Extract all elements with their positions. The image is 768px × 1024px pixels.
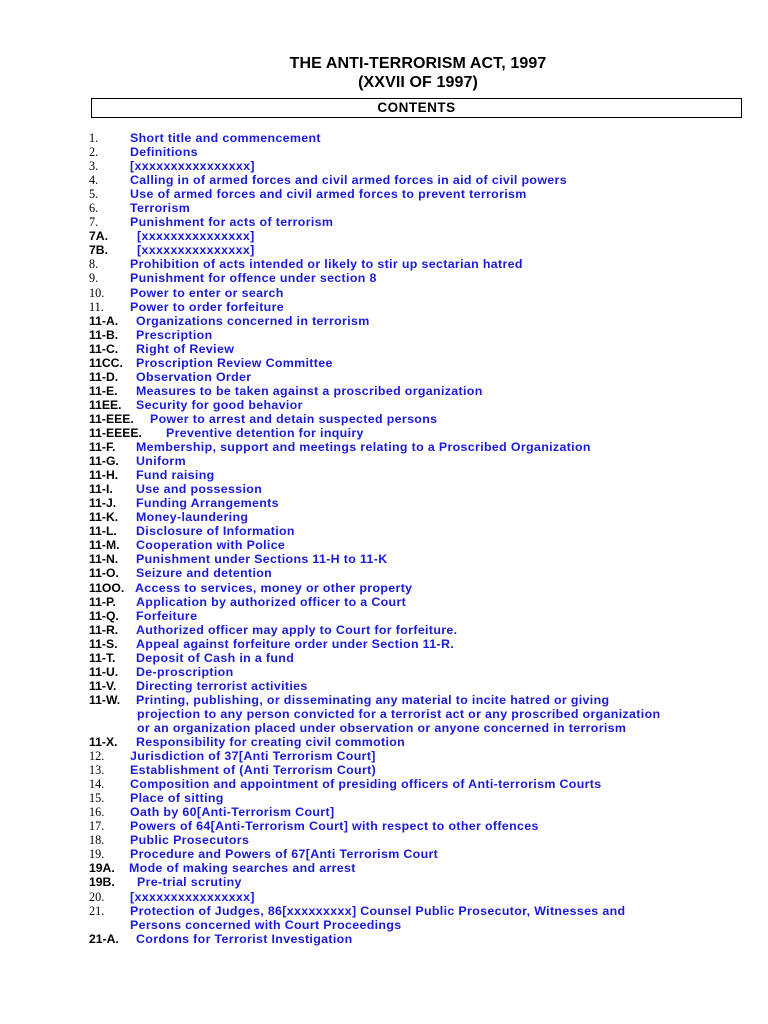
toc-entry	[0, 693, 768, 707]
toc-entry	[0, 861, 768, 875]
section-title-link[interactable]: Persons concerned with Court Proceedings	[130, 917, 402, 932]
toc-entry	[0, 328, 768, 342]
toc-entry	[0, 524, 768, 538]
toc-entry	[0, 131, 768, 145]
section-title-link[interactable]: Application by authorized officer to a Court	[136, 594, 407, 609]
section-number: 20.	[89, 889, 105, 904]
section-number: 11EE.	[89, 397, 122, 412]
toc-entry	[0, 623, 768, 637]
section-number: 11-I.	[89, 482, 113, 497]
section-title-link[interactable]: Power to enter or search	[130, 285, 284, 300]
section-number: 1.	[89, 131, 99, 145]
toc-entry	[0, 482, 768, 496]
toc-entry	[0, 932, 768, 946]
section-number: 11-R.	[89, 622, 119, 637]
toc-entry	[0, 875, 768, 889]
section-title-link[interactable]: Printing, publishing, or disseminating any material to incite hatred or giving	[136, 692, 610, 707]
toc-entry	[0, 454, 768, 468]
section-title-link[interactable]: Security for good behavior	[136, 397, 303, 412]
section-number: 4.	[89, 173, 99, 188]
section-number: 11-EEEE.	[89, 425, 142, 440]
section-number: 11-W.	[89, 692, 121, 707]
section-title-link[interactable]: Deposit of Cash in a fund	[136, 650, 295, 665]
section-number: 11-X.	[89, 735, 118, 750]
toc-entry	[0, 215, 768, 229]
section-title-link[interactable]: [xxxxxxxxxxxxxxx]	[137, 243, 255, 258]
section-number: 11-E.	[89, 383, 118, 398]
section-title-link[interactable]: Power to order forfeiture	[130, 299, 285, 314]
section-number: 11-F.	[89, 440, 116, 455]
section-number: 11CC.	[89, 355, 123, 370]
toc-entry	[0, 637, 768, 651]
section-number: 3.	[89, 159, 99, 174]
section-title-link[interactable]: Uniform	[136, 454, 186, 469]
toc-entry	[0, 412, 768, 426]
toc-entry	[0, 581, 768, 595]
section-number: 11-V.	[89, 678, 117, 693]
section-title-link[interactable]: Definitions	[130, 145, 198, 160]
section-number: 19A.	[89, 861, 115, 876]
section-number: 11-C.	[89, 341, 119, 356]
section-title-link[interactable]: Power to arrest and detain suspected persons	[150, 411, 438, 426]
section-title-link[interactable]: Access to services, money or other property	[135, 580, 413, 595]
section-number: 11-H.	[89, 468, 119, 483]
section-number: 12.	[89, 749, 105, 764]
toc-entry	[0, 300, 768, 314]
section-title-link[interactable]: Establishment of (Anti Terrorism Court)	[130, 763, 377, 778]
section-number: 19.	[89, 847, 105, 862]
toc-entry	[0, 665, 768, 679]
toc-entry	[0, 805, 768, 819]
section-title-link[interactable]: Right of Review	[136, 341, 235, 356]
section-number: 11-P.	[89, 594, 116, 609]
toc-entry	[0, 356, 768, 370]
section-title-link[interactable]: Fund raising	[136, 468, 215, 483]
section-title-link[interactable]: Protection of Judges, 86[xxxxxxxxx] Counsel Public Prosecutor, Witnesses and	[130, 903, 626, 918]
section-title-link[interactable]: Terrorism	[130, 201, 191, 216]
section-number: 11.	[89, 299, 104, 314]
section-title-link[interactable]: Short title and commencement	[130, 131, 321, 145]
toc-entry	[0, 286, 768, 300]
section-number: 11-S.	[89, 636, 118, 651]
table-of-contents	[0, 131, 768, 946]
toc-entry-continuation	[0, 707, 768, 721]
section-number: 18.	[89, 833, 105, 848]
section-number: 8.	[89, 257, 99, 272]
toc-entry	[0, 819, 768, 833]
toc-entry	[0, 609, 768, 623]
section-number: 14.	[89, 777, 105, 792]
section-number: 2.	[89, 145, 99, 160]
toc-entry	[0, 763, 768, 777]
toc-entry-continuation	[0, 721, 768, 735]
toc-entry	[0, 552, 768, 566]
section-title-link[interactable]: Proscription Review Committee	[136, 355, 333, 370]
section-number: 11-B.	[89, 327, 119, 342]
section-title-link[interactable]: Use of armed forces and civil armed forces to prevent terrorism	[130, 187, 527, 202]
section-number: 21.	[89, 903, 105, 918]
section-number: 7.	[89, 215, 99, 230]
section-title-link[interactable]: Money-laundering	[136, 510, 249, 525]
toc-entry	[0, 468, 768, 482]
section-title-link[interactable]: Powers of 64[Anti-Terrorism Court] with respect to other offences	[130, 819, 539, 834]
section-number: 6.	[89, 201, 99, 216]
toc-entry-continuation	[0, 918, 768, 932]
section-number: 21-A.	[89, 931, 119, 946]
section-title-link[interactable]: Cooperation with Police	[136, 538, 286, 553]
section-title-link[interactable]: Public Prosecutors	[130, 833, 250, 848]
section-number: 15.	[89, 791, 105, 806]
toc-entry	[0, 749, 768, 763]
section-title-link[interactable]: Cordons for Terrorist Investigation	[136, 931, 353, 946]
toc-entry	[0, 426, 768, 440]
section-title-link[interactable]: Membership, support and meetings relating to a Proscribed Organization	[136, 440, 591, 455]
toc-entry	[0, 777, 768, 791]
section-number: 11-L.	[89, 524, 117, 539]
section-title-link[interactable]: Directing terrorist activities	[136, 678, 308, 693]
section-title-link[interactable]: Calling in of armed forces and civil armed forces in aid of civil powers	[130, 173, 567, 188]
section-title-link[interactable]: Observation Order	[136, 369, 252, 384]
section-title-link[interactable]: Forfeiture	[136, 608, 198, 623]
toc-entry	[0, 890, 768, 904]
section-number: 11-D.	[89, 369, 119, 384]
section-number: 11-J.	[89, 496, 117, 511]
section-title-link[interactable]: Punishment for offence under section 8	[130, 271, 377, 286]
section-title-link[interactable]: Oath by 60[Anti-Terrorism Court]	[130, 805, 335, 820]
toc-entry	[0, 510, 768, 524]
section-number: 11-A.	[89, 313, 119, 328]
document-title: THE ANTI-TERRORISM ACT, 1997	[289, 55, 547, 72]
toc-entry	[0, 187, 768, 201]
section-title-link[interactable]: Preventive detention for inquiry	[166, 425, 364, 440]
toc-entry	[0, 440, 768, 454]
toc-entry	[0, 229, 768, 243]
toc-entry	[0, 595, 768, 609]
section-title-link[interactable]: or an organization placed under observation or anyone concerned in terrorism	[137, 720, 627, 735]
section-title-link[interactable]: Place of sitting	[130, 791, 224, 806]
toc-entry	[0, 496, 768, 510]
section-number: 11-EEE.	[89, 411, 134, 426]
section-number: 11-Q.	[89, 608, 119, 623]
toc-entry	[0, 271, 768, 285]
section-title-link[interactable]: Appeal against forfeiture order under Section 11-R.	[136, 636, 455, 651]
toc-entry	[0, 342, 768, 356]
section-title-link[interactable]: Procedure and Powers of 67[Anti Terrorism Court	[130, 847, 439, 862]
toc-entry	[0, 159, 768, 173]
section-title-link[interactable]: Punishment under Sections 11-H to 11-K	[136, 552, 388, 567]
section-title-link[interactable]: De-proscription	[136, 664, 234, 679]
section-number: 10.	[89, 285, 105, 300]
toc-entry	[0, 833, 768, 847]
toc-entry	[0, 243, 768, 257]
toc-entry	[0, 847, 768, 861]
section-number: 11-U.	[89, 664, 119, 679]
section-number: 7A.	[89, 229, 108, 244]
section-title-link[interactable]: Use and possession	[136, 482, 263, 497]
section-title-link[interactable]: Punishment for acts of terrorism	[130, 215, 334, 230]
section-number: 13.	[89, 763, 105, 778]
section-number: 16.	[89, 805, 105, 820]
section-number: 11-M.	[89, 538, 120, 553]
toc-entry	[0, 791, 768, 805]
section-title-link[interactable]: Disclosure of Information	[136, 524, 295, 539]
section-number: 11-T.	[89, 650, 116, 665]
toc-entry	[0, 173, 768, 187]
section-number: 5.	[89, 187, 99, 202]
section-number: 11OO.	[89, 580, 125, 595]
toc-entry	[0, 384, 768, 398]
toc-entry	[0, 735, 768, 749]
toc-entry	[0, 679, 768, 693]
section-title-link[interactable]: [xxxxxxxxxxxxxxxx]	[130, 159, 255, 174]
section-title-link[interactable]: Funding Arrangements	[136, 496, 279, 511]
toc-entry	[0, 651, 768, 665]
section-title-link[interactable]: projection to any person convicted for a terrorist act or any proscribed organization	[137, 706, 661, 721]
section-number: 11-K.	[89, 510, 119, 525]
document-subtitle: (XXVII OF 1997)	[358, 74, 478, 91]
section-title-link[interactable]: Responsibility for creating civil commotion	[136, 735, 406, 750]
toc-entry	[0, 257, 768, 271]
section-number: 11-N.	[89, 552, 119, 567]
section-number: 11-O.	[89, 566, 119, 581]
contents-heading: CONTENTS	[91, 98, 742, 118]
section-title-link[interactable]: Seizure and detention	[136, 566, 273, 581]
toc-entry	[0, 538, 768, 552]
section-title-link[interactable]: Prohibition of acts intended or likely to stir up sectarian hatred	[130, 257, 523, 272]
section-title-link[interactable]: Organizations concerned in terrorism	[136, 313, 370, 328]
section-title-link[interactable]: Measures to be taken against a proscribed organization	[136, 383, 483, 398]
section-title-link[interactable]: Mode of making searches and arrest	[129, 861, 356, 876]
section-title-link[interactable]: Pre-trial scrutiny	[137, 875, 242, 890]
toc-entry	[0, 201, 768, 215]
section-title-link[interactable]: Composition and appointment of presiding officers of Anti-terrorism Courts	[130, 777, 602, 792]
toc-entry	[0, 904, 768, 918]
section-title-link[interactable]: [xxxxxxxxxxxxxxxx]	[130, 889, 255, 904]
section-title-link[interactable]: Authorized officer may apply to Court for forfeiture.	[136, 622, 458, 637]
section-number: 19B.	[89, 875, 115, 890]
section-number: 7B.	[89, 243, 108, 258]
toc-entry	[0, 370, 768, 384]
toc-entry	[0, 314, 768, 328]
section-number: 11-G.	[89, 454, 119, 469]
section-title-link[interactable]: [xxxxxxxxxxxxxxx]	[137, 229, 255, 244]
section-number: 17.	[89, 819, 105, 834]
section-number: 9.	[89, 271, 99, 286]
section-title-link[interactable]: Jurisdiction of 37[Anti Terrorism Court]	[130, 749, 376, 764]
toc-entry	[0, 566, 768, 580]
section-title-link[interactable]: Prescription	[136, 327, 213, 342]
toc-entry	[0, 145, 768, 159]
toc-entry	[0, 398, 768, 412]
